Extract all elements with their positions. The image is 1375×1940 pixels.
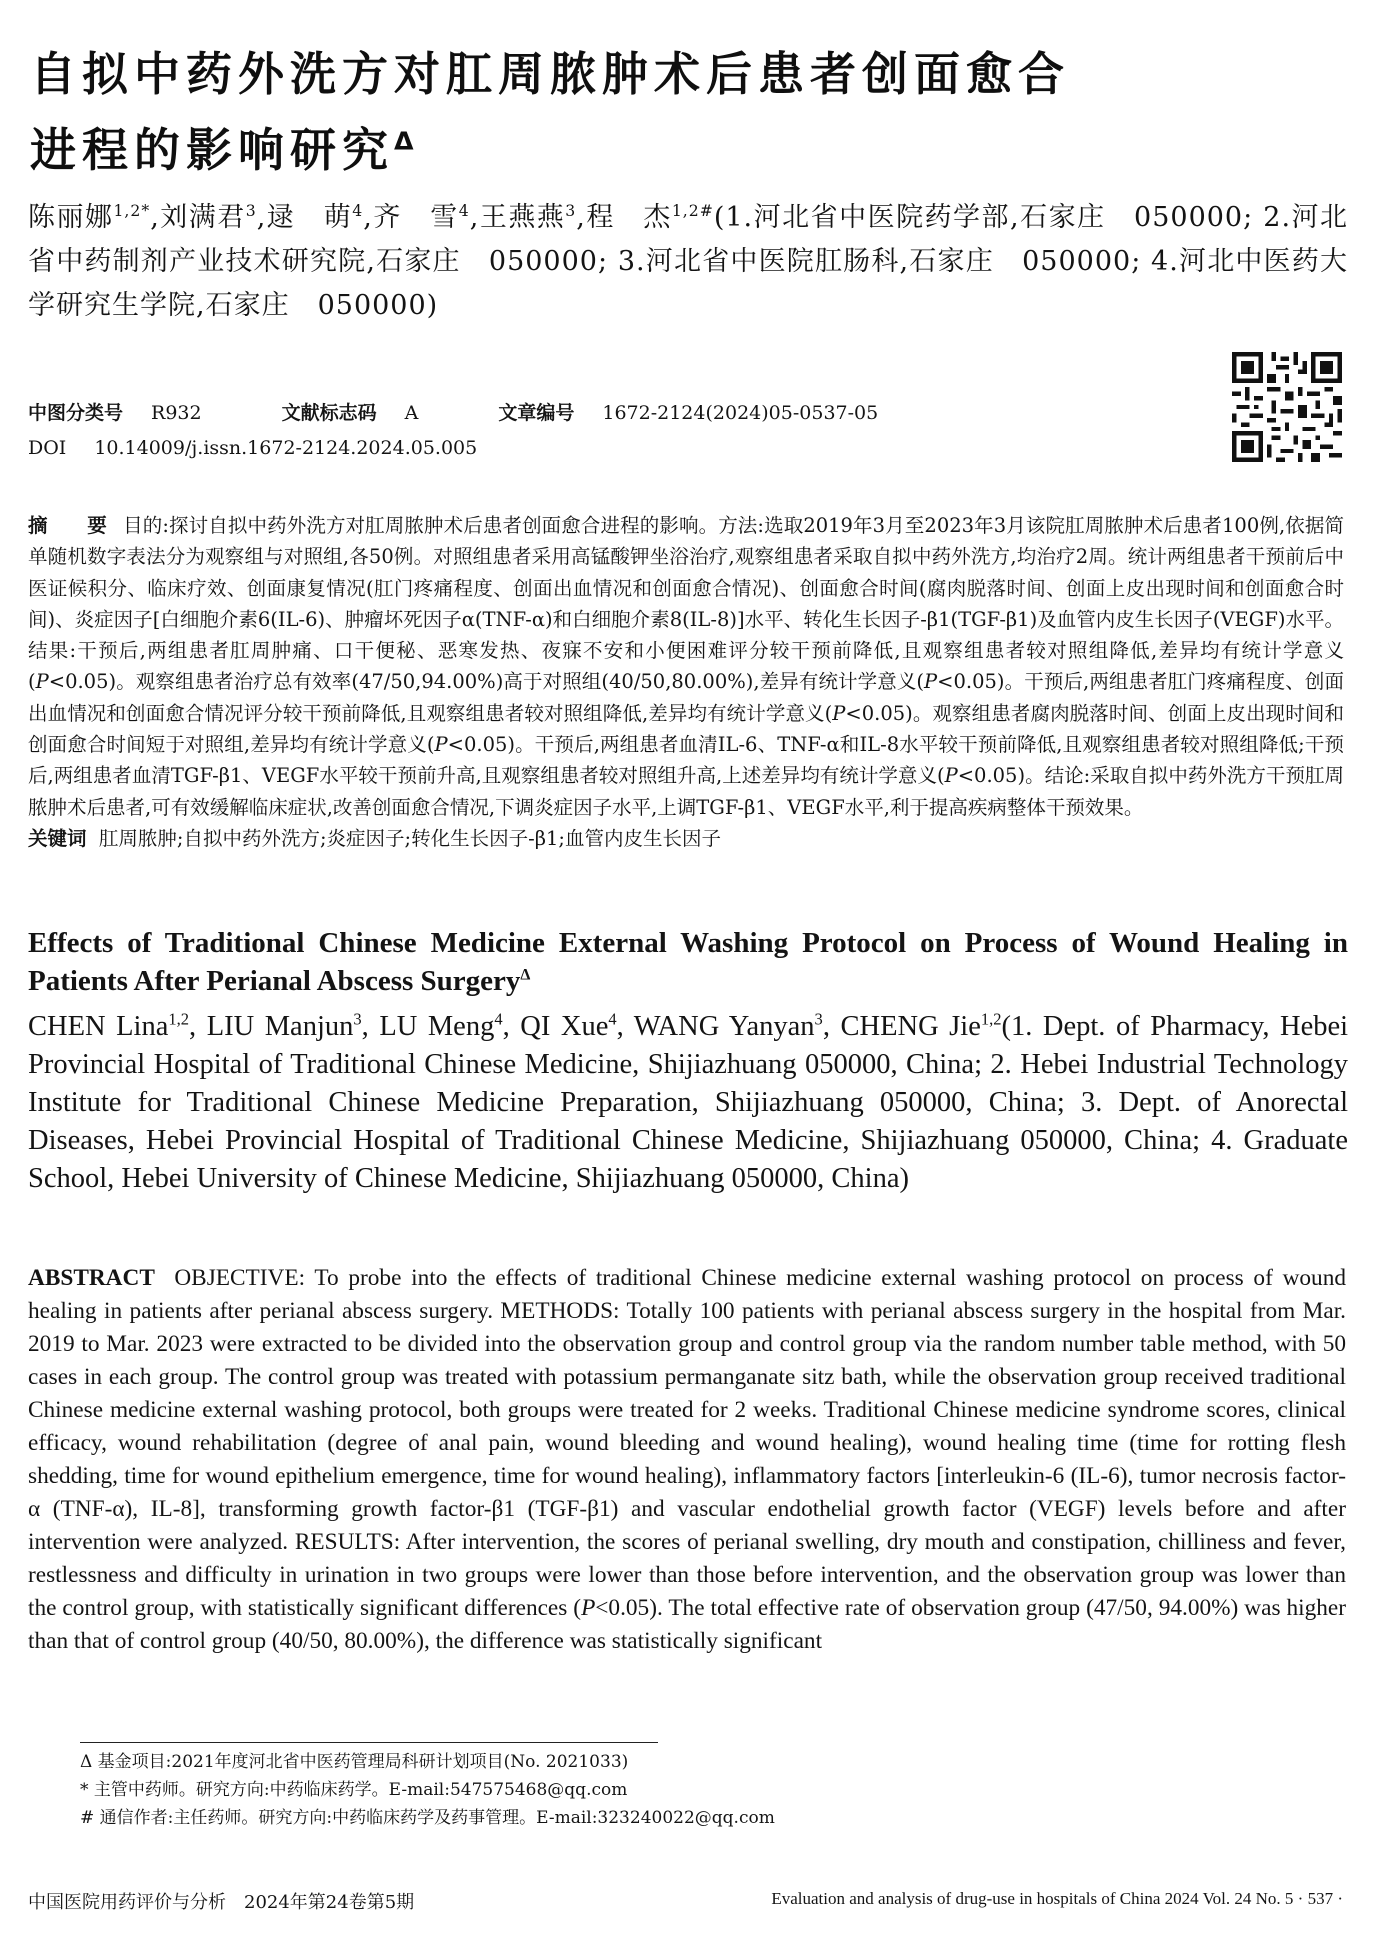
meta-row-1 xyxy=(28,396,1178,431)
author-cn-4: 齐 雪 xyxy=(372,202,459,233)
doi-label: DOI xyxy=(28,437,67,459)
author-cn-3-aff: 4 xyxy=(352,201,364,220)
p-value-symbol: P xyxy=(944,764,958,788)
author-en-3-aff: 4 xyxy=(494,1009,503,1029)
author-cn-6-aff: 1,2# xyxy=(671,201,714,220)
author-cn-4-aff: 4 xyxy=(458,201,470,220)
affiliations-cn: (1.河北省中医院药学部,石家庄 050000; 2.河北省中药制剂产业技术研究院,石家庄 050000; 3.河北省中医院肛肠科,石家庄 050000; 4.河北中医药大学研究生学院,石家庄 050000) xyxy=(28,202,1349,321)
author-en-4: QI Xue xyxy=(520,1011,609,1042)
title-cn-line-2 xyxy=(30,112,1352,188)
abstract-cn-part-5: <0.05)。干预后,两组患者血清IL-6、TNF-α和IL-8水平较干预前降低,且观察组患者较对照组降低;干预后,两组患者血清TGF-β1、VEGF水平较干预前升高,且观察组患者较对照组升高,上述差异均有统计学意义( xyxy=(28,733,1344,788)
doc-code-value: A xyxy=(404,402,419,424)
title-cn-line-1: 自拟中药外洗方对肛周脓肿术后患者创面愈合 xyxy=(30,47,1070,101)
author-en-1: CHEN Lina xyxy=(28,1011,169,1042)
footnote-funding: Δ 基金项目:2021年度河北省中医药管理局科研计划项目(No. 2021033) xyxy=(80,1752,629,1772)
abstract-en xyxy=(28,1262,1346,1658)
p-value-symbol: P xyxy=(832,701,846,725)
author-cn-1: 陈丽娜 xyxy=(28,202,114,233)
class-label: 中图分类号 xyxy=(28,402,124,424)
funding-mark-en: Δ xyxy=(520,966,531,984)
abstract-en-part-1: OBJECTIVE: To probe into the effects of traditional Chinese medicine external washing protocol on process of wound healing in patients after perianal abscess surgery. METHODS: Totally 100 patients with perianal abscess surgery in the hospital from Mar. 2019 to Mar. 2023 were extracted to be divided into the observation group and control group via the random number table method, with 50 cases in each group. The control group was treated with potassium permanganate sitz bath, while the observation group received traditional Chinese medicine external washing protocol, both groups were treated for 2 weeks. Traditional Chinese medicine syndrome scores, clinical efficacy, wound rehabilitation (degree of anal pain, wound bleeding and wound healing), wound healing time (time for rotting flesh shedding, time for wound epithelium emergence, time for wound healing), inflammatory factors [interleukin-6 (IL-6), tumor necrosis factor-α (TNF-α), IL-8], transforming growth factor-β1 (TGF-β1) and vascular endothelial growth factor (VEGF) levels before and after intervention were analyzed. RESULTS: After intervention, the scores of perianal swelling, dry mouth and constipation, chilliness and fever, restlessness and difficulty in urination in two groups were lower than those before intervention, and the observation group was lower than the control group, with statistically significant differences ( xyxy=(28,1265,1346,1621)
footnote-divider xyxy=(80,1742,658,1743)
doc-code-label: 文献标志码 xyxy=(281,402,377,424)
funding-mark-cn: Δ xyxy=(394,126,420,156)
author-cn-2-aff: 3 xyxy=(245,201,257,220)
title-cn-line-2-text: 进程的影响研究 xyxy=(30,123,394,177)
abstract-en-label: ABSTRACT xyxy=(28,1265,155,1291)
author-cn-3: 逯 萌 xyxy=(266,202,353,233)
abstract-cn-part-4: <0.05)。观察组患者腐肉脱落时间、创面上皮出现时间和创面愈合时间短于对照组,差异均有统计学意义( xyxy=(28,701,1344,757)
author-cn-6: 程 杰 xyxy=(585,202,672,233)
abstract-cn-part-1: 目的:探讨自拟中药外洗方对肛周脓肿术后患者创面愈合进程的影响。方法:选取2019年3月至2023年3月该院肛周脓肿术后患者100例,依据简单随机数字表法分为观察组与对照组,各50例。对照组患者采用高锰酸钾坐浴治疗,观察组患者采取自拟中药外洗方,均治疗2周。统计两组患者干预前后中医证候积分、临床疗效、创面康复情况(肛门疼痛程度、创面出血情况和创面愈合情况)、创面愈合时间(腐肉脱落时间、创面上皮出现时间和创面愈合时间)、炎症因子[白细胞介素6(IL-6)、肿瘤坏死因子α(TNF-α)和白细胞介素8(IL-8)]水平、转化生长因子-β1(TGF-β1)及血管内皮生长因子(VEGF)水平。结果:干预后,两组患者肛周肿痛、口干便秘、恶寒发热、夜寐不安和小便困难评分较干预前降低,且观察组患者较对照组降低,差异均有统计学意义( xyxy=(28,514,1344,694)
footnote-corresponding-author: # 通信作者:主任药师。研究方向:中药临床药学及药事管理。E-mail:323240022@qq.com xyxy=(80,1808,775,1828)
p-value-symbol: P xyxy=(924,670,938,694)
article-number-value: 1672-2124(2024)05-0537-05 xyxy=(602,402,879,424)
p-value-symbol: P xyxy=(35,670,49,694)
article-meta xyxy=(28,396,1178,466)
author-en-6-aff: 1,2 xyxy=(980,1009,1002,1029)
author-en-3: LU Meng xyxy=(379,1011,495,1042)
abstract-cn xyxy=(28,510,1344,854)
footer-journal-en: Evaluation and analysis of drug-use in hospitals of China 2024 Vol. 24 No. 5 · 537 · xyxy=(771,1889,1343,1908)
author-en-6: CHENG Jie xyxy=(840,1011,981,1042)
article-number-label: 文章编号 xyxy=(498,402,575,424)
abstract-cn-label: 摘 要 xyxy=(28,514,117,537)
authors-en: CHEN Lina$^{1,2}$, LIU Manjun$^3$, LU Meng$^4$, QI Xue$^4$, WANG Yanyan$^3$, CHENG Jie$^{1,2}$(1. Dept. of Pharmacy, Hebei Provincial Hospital of Traditional Chinese Medicine, Shijiazhuang 050000, China; 2. Hebei Industrial Technology Institute for Traditional Chinese Medicine Preparation, Shijiazhuang 050000, China; 3. Dept. of Anorectal Diseases, Hebei Provincial Hospital of Traditional Chinese Medicine, Shijiazhuang 050000, China; 4. Graduate School, Hebei University of Chinese Medicine, Shijiazhuang 050000, China) xyxy=(28,1009,1349,1194)
keywords-cn xyxy=(28,823,1344,854)
footnote-first-author: * 主管中药师。研究方向:中药临床药学。E-mail:547575468@qq.com xyxy=(80,1780,628,1800)
article-title-cn xyxy=(30,36,1352,188)
keywords-cn-text: 肛周脓肿;自拟中药外洗方;炎症因子;转化生长因子-β1;血管内皮生长因子 xyxy=(98,826,721,850)
author-en-5-aff: 3 xyxy=(814,1009,823,1029)
keywords-cn-label: 关键词 xyxy=(28,826,87,850)
abstract-cn-part-6: <0.05)。结论:采取自拟中药外洗方干预肛周脓肿术后患者,可有效缓解临床症状,改善创面愈合情况,下调炎症因子水平,上调TGF-β1、VEGF水平,利于提高疾病整体干预效果。 xyxy=(28,764,1344,819)
authors-cn: 陈丽娜$^{1,2*}$,刘满君$^3$,逯 萌$^4$,齐 雪$^4$,王燕燕$^3$,程 杰$^{1,2\#}$(1.河北省中医院药学部,石家庄 050000; 2.河北省中药制剂产业技术研究院,石家庄 050000; 3.河北省中医院肛肠科,石家庄 050000; 4.河北中医药大学研究生学院,石家庄 050000) xyxy=(28,201,1349,321)
abstract-cn-part-2: <0.05)。观察组患者治疗总有效率(47/50,94.00%)高于对照组(40/50,80.00%),差异有统计学意义( xyxy=(48,670,925,694)
title-en-text: Effects of Traditional Chinese Medicine External Washing Protocol on Process of Wound Healing in Patients After Perianal Abscess Surgery xyxy=(28,927,1348,997)
article-title-en xyxy=(28,924,1348,1000)
abstract-cn-part-3: <0.05)。干预后,两组患者肛门疼痛程度、创面出血情况和创面愈合情况评分较干预前降低,且观察组患者较对照组降低,差异均有统计学意义( xyxy=(28,670,1344,725)
abstract-en-part-2: <0.05). The total effective rate of observation group (47/50, 94.00%) was higher than that of control group (40/50, 80.00%), the difference was statistically significant xyxy=(28,1595,1346,1654)
qr-code-icon[interactable] xyxy=(1232,352,1342,462)
author-cn-2: 刘满君 xyxy=(159,202,246,233)
author-en-2-aff: 3 xyxy=(353,1009,362,1029)
author-cn-1-aff: 1,2* xyxy=(113,201,151,220)
doi-value: 10.14009/j.issn.1672-2124.2024.05.005 xyxy=(94,437,478,459)
affiliations-en: (1. Dept. of Pharmacy, Hebei Provincial Hospital of Traditional Chinese Medicine, Shijiazhuang 050000, China; 2. Hebei Industrial Technology Institute for Traditional Chinese Medicine Preparation, Shijiazhuang 050000, China; 3. Dept. of Anorectal Diseases, Hebei Provincial Hospital of Traditional Chinese Medicine, Shijiazhuang 050000, China; 4. Graduate School, Hebei University of Chinese Medicine, Shijiazhuang 050000, China) xyxy=(28,1011,1349,1194)
footnotes xyxy=(80,1748,1080,1832)
author-en-2: LIU Manjun xyxy=(206,1011,354,1042)
author-en-1-aff: 1,2 xyxy=(168,1009,190,1029)
author-en-4-aff: 4 xyxy=(608,1009,617,1029)
author-cn-5: 王燕燕 xyxy=(479,202,566,233)
abstract-cn-body xyxy=(28,510,1344,823)
author-en-5: WANG Yanyan xyxy=(633,1011,815,1042)
p-value-symbol: P xyxy=(434,733,448,757)
footer-journal-cn: 中国医院用药评价与分析 2024年第24卷第5期 xyxy=(28,1892,415,1913)
p-value-symbol: P xyxy=(581,1595,596,1621)
author-cn-5-aff: 3 xyxy=(565,201,577,220)
meta-row-2 xyxy=(28,431,1178,466)
class-value: R932 xyxy=(151,402,202,424)
